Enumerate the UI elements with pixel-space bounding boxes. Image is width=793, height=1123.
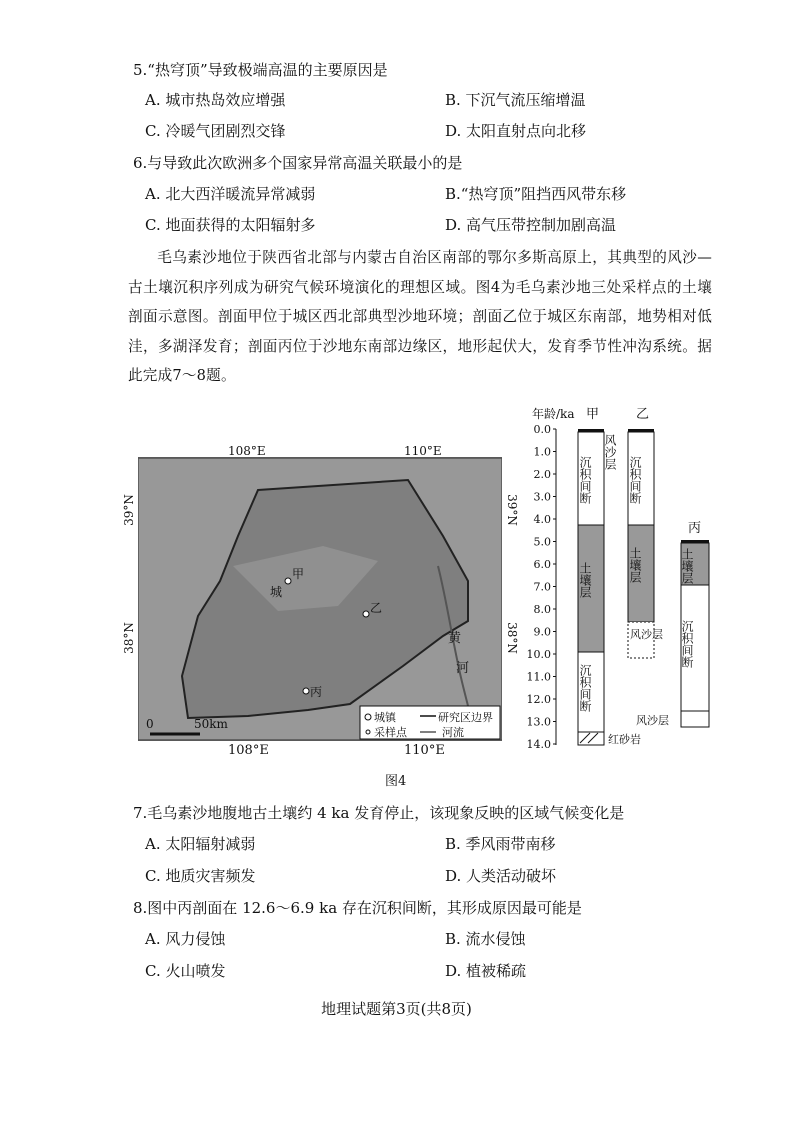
age-tick-label: 1.0: [533, 445, 551, 459]
legend-sample-icon: [366, 730, 370, 734]
lon-top-108: 108°E: [228, 446, 266, 458]
q5-option-c: C. 冷暖气团剧烈交锋: [145, 122, 286, 140]
jia-red-sandstone: [578, 732, 604, 745]
q5-stem: 5.“热穹顶”导致极端高温的主要原因是: [133, 61, 388, 79]
age-tick-label: 4.0: [533, 513, 551, 526]
figure-caption: 图4: [385, 774, 407, 789]
intro-paragraph: 毛乌素沙地位于陕西省北部与内蒙古自治区南部的鄂尔多斯高原上，其典型的风沙—古土壤沉积序列成为研究气候环境演化的理想区域。图4为毛乌素沙地三处采样点的土壤剖面示意图。剖面甲位于城区西北部典型沙地环境；剖面乙位于城区东南部，地势相对低洼，多湖泽发育；剖面丙位于沙地东南部边缘区，地形起伏大，发育季节性冲沟系统。据此完成7～8题。: [128, 249, 712, 384]
bing-label-hiatus: 沉积间断: [680, 620, 694, 668]
fengsha-label: 风沙层: [603, 434, 617, 470]
scale-zero: 0: [146, 717, 154, 731]
jia-label-hiatus-bottom: 沉积间断: [578, 664, 592, 712]
sample-point-jia: [285, 578, 291, 584]
age-tick-label: 13.0: [526, 715, 551, 729]
age-tick-label: 8.0: [533, 603, 551, 616]
age-tick-label: 9.0: [533, 625, 551, 639]
map-label-yi: 乙: [370, 601, 383, 615]
q6-option-a: A. 北大西洋暖流异常减弱: [145, 185, 316, 203]
age-tick-label: 6.0: [533, 558, 551, 571]
age-tick-label: 3.0: [533, 490, 551, 504]
q6-option-b: B.“热穹顶”阻挡西风带东移: [445, 185, 627, 203]
sample-point-yi: [363, 611, 369, 617]
q8-option-d: D. 植被稀疏: [445, 962, 527, 980]
soil-profile-figure: [526, 402, 722, 750]
lon-bottom-110: 110°E: [404, 743, 445, 758]
map-label-he: 河: [456, 661, 470, 676]
legend-river: 河流: [442, 726, 464, 739]
red-sandstone-label: 红砂岩: [608, 733, 641, 746]
age-tick-label: 7.0: [533, 580, 551, 594]
q5-option-a: A. 城市热岛效应增强: [145, 91, 286, 109]
age-tick-label: 2.0: [533, 468, 551, 481]
map-label-bing: 丙: [310, 685, 323, 699]
yi-label-sand: 风沙层: [630, 628, 663, 641]
axis-title: 年龄/ka: [532, 407, 575, 421]
q5-option-b: B. 下沉气流压缩增温: [445, 91, 586, 109]
age-tick-label: 14.0: [526, 738, 551, 750]
q7-option-a: A. 太阳辐射减弱: [145, 835, 256, 853]
sample-point-bing: [303, 688, 309, 694]
age-tick-label: 10.0: [526, 648, 551, 661]
legend-sample: 采样点: [374, 726, 407, 739]
jia-label-hiatus-top: 沉积间断: [578, 456, 592, 504]
jia-label-soil: 土壤层: [578, 562, 592, 598]
q6-option-c: C. 地面获得的太阳辐射多: [145, 216, 316, 234]
lat-right-39: 39°N: [504, 494, 519, 526]
q5-option-d: D. 太阳直射点向北移: [445, 122, 587, 140]
profile-name-yi: 乙: [636, 407, 650, 422]
lat-right-38: 38°N: [504, 622, 519, 654]
lat-left-39: 39°N: [121, 494, 136, 526]
bing-label-sand: 风沙层: [636, 714, 669, 727]
bing-sand: [681, 711, 709, 727]
q8-stem: 8.图中丙剖面在 12.6～6.9 ka 存在沉积间断，其形成原因最可能是: [133, 899, 582, 917]
legend-town-icon: [365, 714, 371, 720]
profile-name-bing: 丙: [688, 521, 702, 536]
q7-option-b: B. 季风雨带南移: [445, 835, 556, 853]
map-label-huang: 黄: [448, 631, 462, 646]
legend-town: 城镇: [374, 711, 396, 724]
q6-option-d: D. 高气压带控制加剧高温: [445, 216, 617, 234]
q8-option-c: C. 火山喷发: [145, 962, 226, 980]
map-figure: [138, 446, 502, 742]
lon-bottom-108: 108°E: [228, 743, 269, 758]
lon-top-110: 110°E: [404, 446, 442, 458]
map-label-jia: 甲: [292, 567, 305, 581]
q6-stem: 6.与导致此次欧洲多个国家异常高温关联最小的是: [133, 154, 463, 172]
legend-boundary: 研究区边界: [438, 711, 493, 724]
yi-label-soil: 土壤层: [628, 547, 642, 583]
profile-name-jia: 甲: [586, 407, 600, 422]
q8-option-b: B. 流水侵蚀: [445, 930, 526, 948]
map-label-town: 城: [270, 585, 283, 599]
page-footer: 地理试题第3页(共8页): [321, 1000, 472, 1018]
age-tick-label: 11.0: [526, 670, 551, 684]
lat-left-38: 38°N: [121, 622, 136, 654]
bing-label-soil: 土壤层: [680, 548, 694, 584]
q7-option-c: C. 地质灾害频发: [145, 867, 256, 885]
yi-label-hiatus: 沉积间断: [628, 456, 642, 504]
age-tick-label: 12.0: [526, 693, 551, 706]
age-tick-label: 0.0: [533, 423, 551, 436]
q7-option-d: D. 人类活动破坏: [445, 867, 557, 885]
age-tick-label: 5.0: [533, 535, 551, 549]
q7-stem: 7.毛乌素沙地腹地古土壤约 4 ka 发育停止，该现象反映的区域气候变化是: [133, 804, 625, 822]
q8-option-a: A. 风力侵蚀: [145, 930, 226, 948]
scale-50km: 50km: [194, 717, 228, 731]
